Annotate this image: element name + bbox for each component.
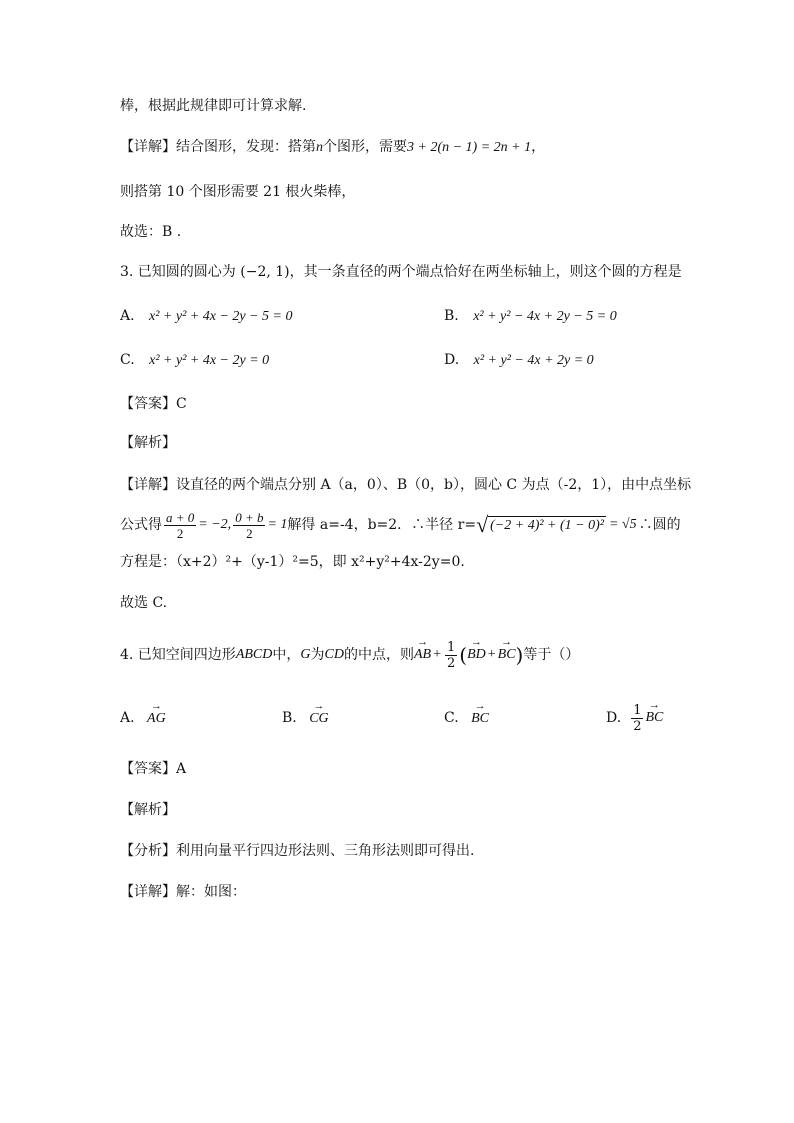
text-segment: 个图形，需要 bbox=[323, 139, 407, 155]
question-text: 等于（） bbox=[523, 647, 580, 663]
q3-option-b bbox=[444, 306, 617, 327]
analysis-text: 利用向量平行四边形法则、三角形法则即可得出. bbox=[176, 843, 475, 859]
option-equation: x² + y² − 4x + 2y = 0 bbox=[473, 353, 594, 368]
option-equation: x² + y² − 4x + 2y − 5 = 0 bbox=[473, 309, 617, 324]
q4-option-c bbox=[444, 708, 489, 729]
question-4-stem bbox=[120, 640, 579, 670]
question-text: 3. 已知圆的圆心为 (−2, 1)，其一条直径的两个端点恰好在两坐标轴上，则这个圆的方程是 bbox=[120, 264, 682, 280]
option-label: A. bbox=[120, 710, 135, 726]
question-text: 中， bbox=[272, 647, 301, 663]
question-3-stem bbox=[120, 262, 682, 282]
text-segment: 则搭第 10 个图形需要 21 根火柴棒， bbox=[120, 184, 356, 200]
answer-value: C bbox=[176, 396, 187, 412]
analysis-tag: 【解析】 bbox=[120, 435, 176, 451]
radical-sign: √ bbox=[476, 511, 489, 537]
question-text: 为 bbox=[310, 647, 325, 663]
vector-bc: → BC bbox=[498, 645, 516, 665]
vector-ag: → AG bbox=[147, 709, 166, 729]
option-label: A. bbox=[120, 308, 135, 324]
plus-sign: + bbox=[487, 647, 496, 662]
answer-tag: 【答案】 bbox=[120, 761, 176, 777]
q3-option-d bbox=[444, 350, 594, 371]
question-text: 4. 已知空间四边形 bbox=[120, 647, 236, 663]
q4-analysis-heading bbox=[120, 800, 176, 820]
conclusion: 故选：B . bbox=[120, 224, 182, 240]
right-paren: ) bbox=[515, 643, 524, 667]
fraction-half bbox=[631, 703, 643, 734]
q3-detail-line-3 bbox=[120, 552, 465, 572]
fraction-numerator: a + 0 bbox=[166, 509, 195, 525]
plus-sign: + bbox=[433, 647, 441, 662]
q4-analysis bbox=[120, 841, 474, 861]
option-label: D. bbox=[606, 710, 622, 726]
q3-answer bbox=[120, 394, 187, 414]
math-g: G bbox=[300, 647, 311, 662]
option-label: B. bbox=[444, 308, 459, 324]
q3-analysis-heading bbox=[120, 433, 176, 453]
analysis-tag: 【解析】 bbox=[120, 802, 176, 818]
answer-tag: 【答案】 bbox=[120, 396, 176, 412]
detail-text: ∴圆的 bbox=[638, 517, 681, 533]
text-segment: 结合图形，发现：搭第 bbox=[176, 139, 316, 155]
analysis-head-tag: 【分析】 bbox=[120, 843, 176, 859]
text-rule-note: 棒，根据此规律即可计算求解. bbox=[120, 98, 307, 114]
detail-text: 公式得 bbox=[120, 517, 162, 533]
fraction-denominator: 2 bbox=[446, 655, 456, 671]
fraction-numerator: 1 bbox=[446, 639, 456, 655]
math-n: n bbox=[316, 140, 323, 155]
vector-ab: → AB bbox=[414, 645, 431, 665]
vector-cg: → CG bbox=[309, 709, 328, 729]
left-paren: ( bbox=[459, 643, 468, 667]
q3-option-c bbox=[120, 350, 269, 371]
fraction-numerator: 1 bbox=[633, 702, 642, 718]
q4-detail bbox=[120, 882, 246, 902]
text-segment: ， bbox=[531, 139, 546, 155]
math-text: = √5 bbox=[608, 517, 637, 532]
vector-bc: → BC bbox=[471, 709, 489, 729]
fraction-denominator: 2 bbox=[164, 525, 196, 541]
math-formula: 3 + 2(n − 1) = 2n + 1 bbox=[407, 140, 532, 155]
detail-text: 解：如图： bbox=[176, 884, 246, 900]
option-equation: x² + y² + 4x − 2y = 0 bbox=[149, 353, 270, 368]
q4-option-a bbox=[120, 708, 166, 729]
q4-option-d bbox=[606, 698, 663, 738]
option-label: D. bbox=[444, 352, 460, 368]
math-text: = 1 bbox=[267, 517, 288, 532]
vector-bd: → BD bbox=[467, 645, 486, 665]
q4-option-b bbox=[282, 708, 329, 729]
q3-option-a bbox=[120, 306, 293, 327]
detail-tag: 【详解】 bbox=[120, 477, 176, 493]
option-label: C. bbox=[444, 710, 459, 726]
detail-tag: 【详解】 bbox=[120, 884, 176, 900]
fraction-2 bbox=[233, 510, 265, 541]
math-cd: CD bbox=[324, 647, 344, 662]
detail-text: 设直径的两个端点分别 A（a，0）、B（0，b），圆心 C 为点（-2，1），由中点坐标 bbox=[176, 477, 692, 493]
q3-conclusion bbox=[120, 593, 167, 613]
option-equation: x² + y² + 4x − 2y − 5 = 0 bbox=[149, 309, 293, 324]
math-text: = −2, bbox=[198, 517, 232, 532]
radicand: (−2 + 4)² + (1 − 0)² bbox=[490, 517, 604, 533]
text-line-1 bbox=[120, 96, 306, 116]
q4-answer bbox=[120, 759, 186, 779]
math-abcd: ABCD bbox=[235, 647, 273, 662]
sqrt-expression bbox=[476, 511, 606, 537]
q3-detail-line-1 bbox=[120, 475, 691, 495]
text-line-4 bbox=[120, 222, 181, 242]
fraction-denominator: 2 bbox=[633, 718, 642, 734]
q3-detail-line-2 bbox=[120, 508, 681, 542]
detail-text: 方程是：（x+2）²+（y-1）²=5，即 x²+y²+4x-2y=0. bbox=[120, 554, 465, 570]
fraction-half bbox=[445, 640, 457, 671]
detail-tag: 【详解】 bbox=[120, 139, 176, 155]
fraction-numerator: 0 + b bbox=[235, 509, 264, 525]
option-label: B. bbox=[282, 710, 297, 726]
conclusion: 故选 C. bbox=[120, 595, 168, 611]
text-line-3 bbox=[120, 182, 355, 202]
text-line-2 bbox=[120, 137, 545, 158]
fraction-1 bbox=[164, 510, 196, 541]
option-label: C. bbox=[120, 352, 135, 368]
vector-bc: → BC bbox=[645, 708, 663, 728]
question-text: 的中点，则 bbox=[343, 647, 414, 663]
answer-value: A bbox=[176, 761, 187, 777]
fraction-denominator: 2 bbox=[233, 525, 265, 541]
detail-text: 解得 a=-4，b=2．∴半径 r= bbox=[287, 517, 477, 533]
